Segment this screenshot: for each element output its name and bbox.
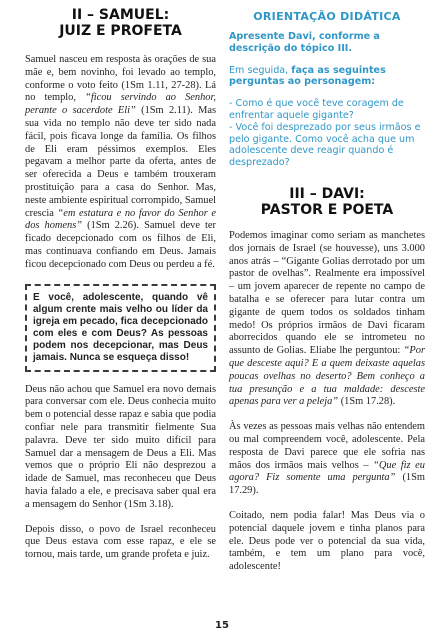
text: Em seguida, [229,64,292,76]
quote: “Que fiz eu agora? Fiz somente uma pergunta” [229,459,425,484]
section-heading-davi [229,186,425,218]
teaching-guide-question: - Você foi desprezado por seus irmãos e pelo gigante. Como você acha que um adolescente deve reagir quando é desprezado? [229,121,421,169]
heading-line: PASTOR E POETA [260,201,394,218]
text: Apresente Davi, conforme a descrição do tópico III. [229,31,380,54]
page-number: 15 [215,620,229,631]
callout-box: E você, adolescente, quando vê algum crente mais velho ou líder da igreja em pecado, fica decepcionado com eles e com Deus? As pessoas podem nos decepcionar, mas Deus jamais. Nunca se esqueça disso! [25,284,216,372]
text: faça as seguintes perguntas ao personagem: [229,64,386,88]
text: (1Sm 17.28). [338,396,396,408]
text: (1Sm 2.11). Mas sua vida no templo não deve ter sido nada fácil, pois ficava longe da família. Os filhos de Eli eram péssimos exemplos. Eles pegavam a melhor parte da oferta, antes de ser oferecida a Deus e também trouxeram prostituição para a casa do Senhor. Mas, neste ambiente espiritual corrompido, Samuel crescia [25,105,217,219]
quote: “Por que desceste aqui? E a quem deixaste aquelas poucas ovelhas no deserto? Bem conheço a tua presunção e a tua maldade: desceste apenas para ver a peleja” [229,345,425,408]
quote: “ficou servindo ao Senhor, perante o sacerdote Eli” [25,92,216,117]
paragraph-samuel-intro [25,54,216,272]
teaching-guide-title: ORIENTAÇÃO DIDÁTICA [253,10,401,23]
heading-line: II – SAMUEL: [71,7,170,23]
heading-line: JUIZ E PROFETA [59,23,182,39]
section-heading-samuel [25,7,216,39]
paragraph-davi-brothers [229,421,425,498]
quote: “em estatura e no favor do Senhor e dos homens” [25,207,217,232]
right-column [229,0,425,574]
text: Podemos imaginar como seriam as manchetes dos jornais de Israel (se houvesse), uns 3.000 anos atrás – “Gigante Golias derrotado por um pastor de ovelhas”. Realmente era impossível – um jovem aparecer de repente no campo de batalha e se oferecer para lutar contra um gigante de quem todos os soldados tinham medo! Os próprios irmãos de Davi ficaram aborrecidos quando ele se intrometeu no assunto de Golias. Eliabe lhe perguntou: [229,229,425,357]
heading-line: III – DAVI: [289,185,365,202]
paragraph-samuel-prophet: Depois disso, o povo de Israel reconheceu que Deus estava com esse rapaz, e ele se tornou, mais tarde, um grande profeta e juiz. [25,523,216,561]
teaching-guide-question: - Como é que você teve coragem de enfrentar aquele gigante? [229,98,404,121]
text: Samuel nasceu em resposta às orações de sua mãe e, bem novinho, foi levado ao templo, conforme o voto feito (1Sm 1.11, 27-28). Lá no templo, [25,54,216,104]
teaching-guide-item [229,65,425,89]
text: (1Sm 17.29). [229,472,425,497]
left-column [25,0,216,562]
teaching-guide-item [229,31,425,55]
text: (1Sm 2.26). Samuel deve ter ficado decepcionado com os filhos de Eli, mas continuava confiando em Deus. Jamais ficou decepcionado com Deus ou perdeu a fé. [25,220,216,270]
paragraph-davi-potential: Coitado, nem podia falar! Mas Deus via o potencial daquele jovem e tinha planos para ele. Deus pode ver o potencial da sua vida, também, e tem um plano para você, adolescente! [229,509,425,573]
text: Às vezes as pessoas mais velhas não entendem ou mal compreendem você, adolescente. Pela resposta de Davi parece que ele sofria nas mãos dos irmãos mais velhos – [229,421,425,471]
paragraph-samuel-message: Deus não achou que Samuel era novo demais para conversar com ele. Deus conhecia muito bem o potencial desse rapaz e sabia que podia confiar nele para transmitir fielmente Sua palavra. Deve ter sido muito difícil para Samuel dar a mensagem de Deus a Eli. Mas vemos que o próprio Eli não desprezou a idade de Samuel, mas reconheceu que Deus havia falado a ele, e precisava saber qual era a mensagem do Senhor (1Sm 3.18). [25,383,216,510]
paragraph-davi-intro [229,230,425,409]
